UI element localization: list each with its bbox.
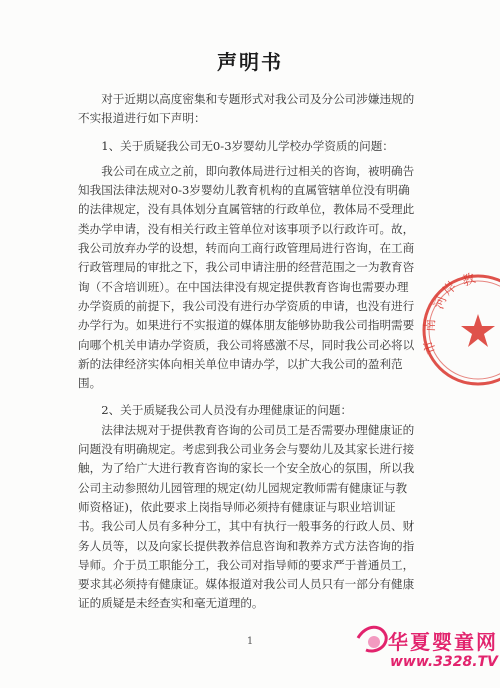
company-seal-stamp: [418, 270, 500, 390]
intro-paragraph: 对于近期以高度密集和专题形式对我公司及分公司涉嫌违规的不实报道进行如下声明：: [78, 92, 415, 126]
svg-text:岸: 岸: [440, 279, 461, 299]
section1-paragraph: 我公司在成立之前，即向教体局进行过相关的咨询，被明确告知我国法律法规对0-3岁婴幼儿教育机构的直属管辖单位没有明确的法律规定，没有具体划分直属管辖的行政单位，教体局不受理此类办学申请，没有相关行政主管单位对该事项予以行政许可。故，我公司放弃办学的设想，转而向工商行政管理局进行咨询，在工商行政管理局的审批之下，我公司申请注册的经营范围之一为教育咨询（不含培训班）。在中国法律没有规定提供教育咨询也需要办理办学资质的前提下，我公司没有进行办学资质的申请，也没有进行办学行为。如果进行不实报道的媒体朋友能够协助我公司指明需要向哪个机关申请办学资质，我公司将感激不尽，同时我公司必将以新的法律经济实体向相关单位申请办学，以扩大我公司的盈利范围。: [78, 163, 415, 391]
svg-text:教: 教: [460, 271, 478, 290]
document-title: 声明书: [217, 50, 283, 74]
document-body: [78, 90, 418, 614]
svg-text:市: 市: [421, 338, 440, 356]
section2-heading: 2、关于质疑我公司人员没有办理健康证的问题：: [101, 403, 353, 418]
watermark-brand: 华夏婴童网: [388, 630, 498, 654]
section1-heading: 1、关于质疑我公司无0-3岁婴幼儿学校办学资质的问题：: [101, 138, 394, 153]
svg-text:南: 南: [423, 318, 439, 333]
section2-paragraph: 法律法规对于提供教育咨询的公司员工是否需要办理健康证的问题没有明确规定。考虑到我公司业务会与婴幼儿及其家长进行接触，为了给广大进行教育咨询的家长一个安全放心的氛围，所以我公司主动参照幼儿园管理的规定(幼儿园规定教师需有健康证与教师资格证)，依此要求上岗指导师必须持有健康证与职业培训证书。我公司人员有多种分工，其中有执行一般事务的行政人员、财务人员等，以及向家长提供教养信息咨询和教养方式方法咨询的指导师。介于员工职能分工，我公司对指导师的要求严于普通员工，要求其必须持有健康证。媒体报道对我公司人员只有一部分有健康证的质疑是未经查实和毫无道理的。: [78, 422, 415, 611]
watermark-url: www.3328.TV: [390, 654, 498, 670]
page-number: 1: [246, 636, 254, 647]
svg-text:河: 河: [431, 294, 451, 312]
